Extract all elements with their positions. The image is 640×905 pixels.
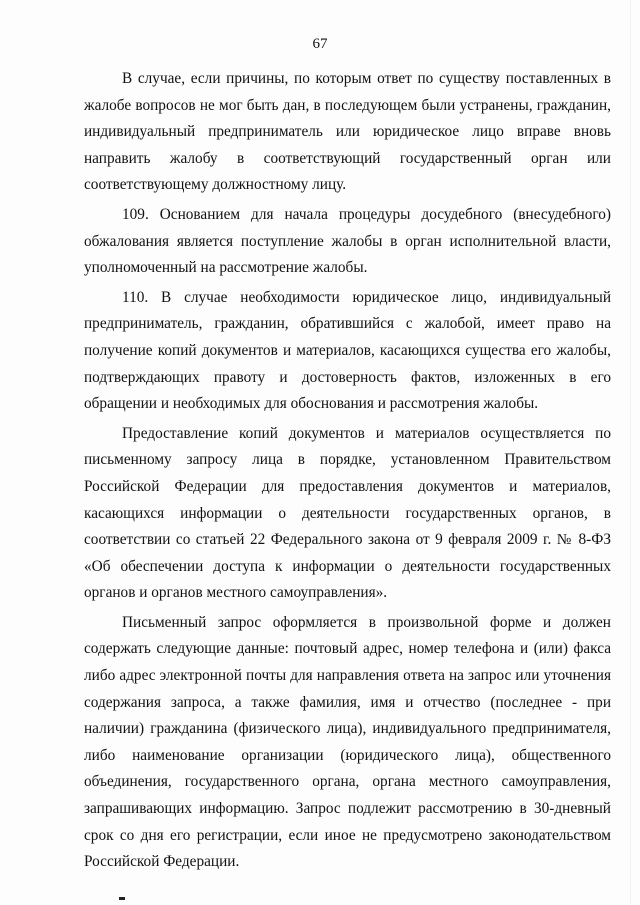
scan-artifact-mark	[119, 897, 125, 900]
paragraph-copies-provision: Предоставление копий документов и материалов осуществляется по письменному запросу лица в порядке, установленном Правительством Российской Федерации для предоставления документов и материалов, касающихся информации о деятельности государственных органов, в соответствии со статьей 22 Федерального закона от 9 февраля 2009 г. № 8-ФЗ «Об обеспечении доступа к информации о деятельности государственных органов и органов местного самоуправления».	[84, 424, 611, 602]
paragraph-109: 109. Основанием для начала процедуры досудебного (внесудебного) обжалования является поступление жалобы в орган исполнительной власти, уполномоченный на рассмотрение жалобы.	[84, 205, 611, 277]
scan-edge-line	[630, 0, 631, 905]
paragraph-110: 110. В случае необходимости юридическое лицо, индивидуальный предприниматель, гражданин, обратившийся с жалобой, имеет право на получение копий документов и материалов, касающихся существа его жалобы, подтверждающих правоту и достоверность фактов, изложенных в его обращении и необходимых для обоснования и рассмотрения жалобы.	[84, 288, 611, 413]
page-number: 67	[312, 36, 328, 52]
paragraph-repeat-complaint: В случае, если причины, по которым ответ по существу поставленных в жалобе вопросов не мог быть дан, в последующем были устранены, гражданин, индивидуальный предприниматель или юридическое лицо вправе вновь направить жалобу в соответствующий государственный орган или соответствующему должностному лицу.	[84, 70, 611, 194]
document-body	[84, 66, 611, 879]
paragraph-written-request: Письменный запрос оформляется в произвольной форме и должен содержать следующие данные: почтовый адрес, номер телефона и (или) факса либо адрес электронной почты для направления ответа на запрос или уточнения содержания запроса, а также фамилия, имя и отчество (последнее - при наличии) гражданина (физического лица), индивидуального предпринимателя, либо наименование организации (юридического лица), общественного объединения, государственного органа, органа местного самоуправления, запрашивающих информацию. Запрос подлежит рассмотрению в 30-дневный срок со дня его регистрации, если иное не предусмотрено законодательством Российской Федерации.	[84, 613, 611, 871]
